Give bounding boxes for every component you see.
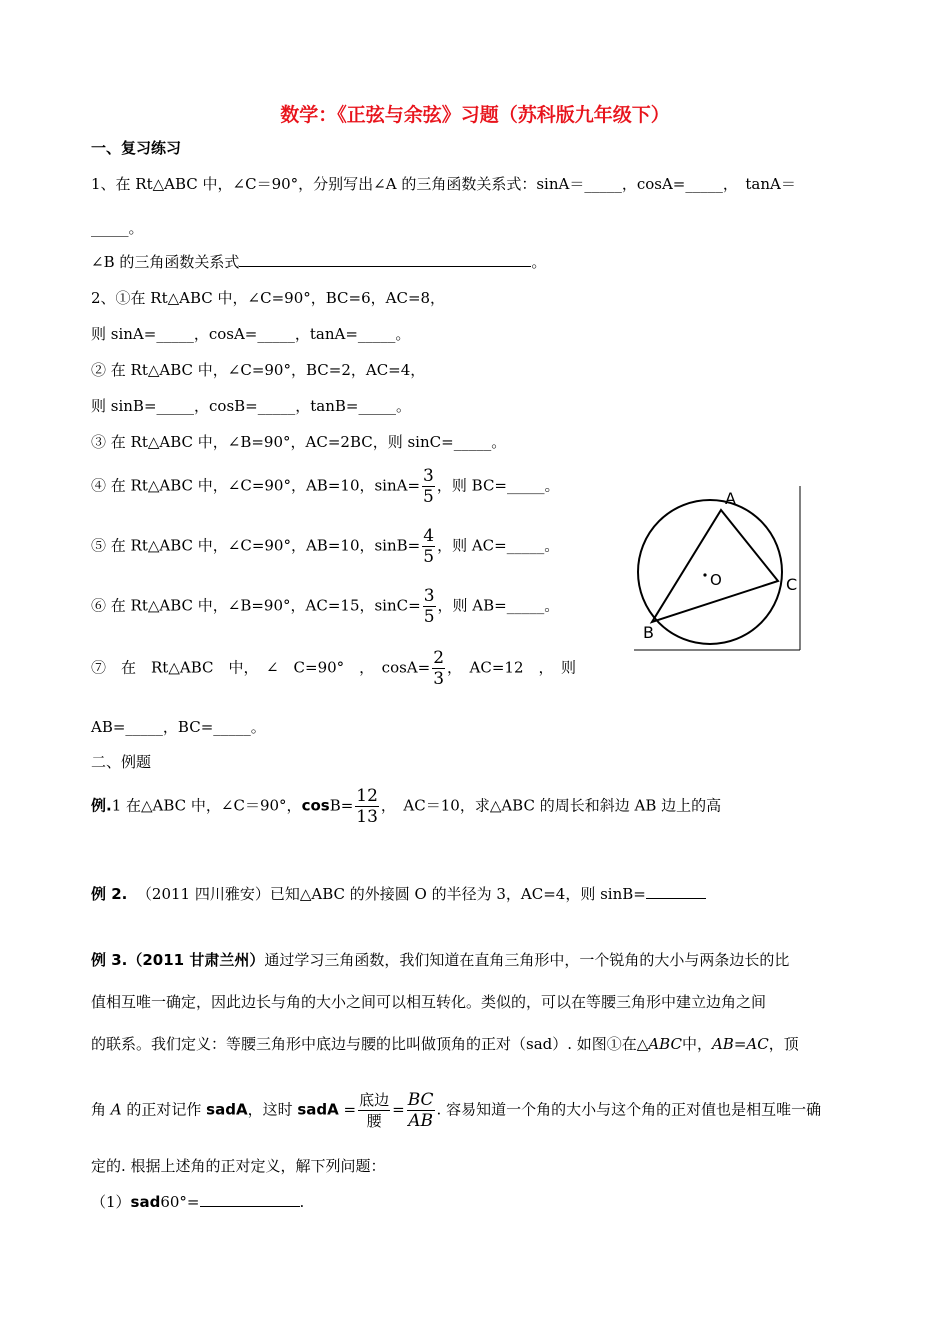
fraction-numerator: 2 <box>433 648 445 668</box>
q1-line1: 1、在 Rt△ABC 中，∠C＝90°，分别写出∠A 的三角函数关系式：sinA＝_____，cosA=_____， tanA＝ <box>91 175 796 193</box>
q2-d-post: ，则 BC=_____。 <box>436 476 560 495</box>
example-2-label: 例 2. <box>91 885 128 903</box>
fraction <box>407 1090 435 1131</box>
example-1 <box>91 786 721 827</box>
example-3-line3-post: ，顶 <box>768 1035 799 1053</box>
section-1-heading: 一、复习练习 <box>91 139 182 157</box>
example-1-label: 例. <box>91 796 112 815</box>
page-title: 数学：《正弦与余弦》习题（苏科版九年级下） <box>280 104 670 126</box>
example-3-line1 <box>91 950 789 970</box>
vertex-c-label: C <box>786 575 798 594</box>
fraction-denominator: 3 <box>433 669 445 689</box>
q2-a-line1: 2、①在 Rt△ABC 中，∠C=90°，BC=6，AC=8， <box>91 289 446 307</box>
fraction-denominator: AB <box>408 1111 433 1131</box>
example-3-text: 通过学习三角函数，我们知道在直角三角形中，一个锐角的大小与两条边长的比 <box>264 951 790 969</box>
fraction <box>355 786 379 827</box>
q2-b-line1: ② 在 Rt△ABC 中，∠C=90°，BC=2，AC=4， <box>91 361 426 379</box>
text: 60°= <box>160 1193 200 1211</box>
fraction-denominator: 腰 <box>366 1112 382 1130</box>
fraction <box>358 1090 390 1131</box>
text: 的正对记作 <box>121 1100 207 1119</box>
q2-d-pre: ④ 在 Rt△ABC 中，∠C=90°，AB=10，sinA= <box>91 476 421 495</box>
sad-term: sadA <box>206 1100 248 1119</box>
answer-blank[interactable] <box>646 884 706 899</box>
circle-triangle-figure <box>634 486 804 652</box>
fraction-numerator: 3 <box>423 586 435 606</box>
fraction-numerator: BC <box>407 1090 434 1110</box>
q2-f-pre: ⑥ 在 Rt△ABC 中，∠B=90°，AC=15，sinC= <box>91 596 421 615</box>
fraction-numerator: 底边 <box>359 1091 390 1109</box>
vertex-b-label: B <box>643 623 654 642</box>
example-1-pre: 1 在△ABC 中，∠C＝90°， <box>111 796 302 815</box>
q2-e-pre: ⑤ 在 Rt△ABC 中，∠C=90°，AB=10，sinB= <box>91 536 421 555</box>
text: 角 <box>91 1100 111 1119</box>
q2-e-post: ，则 AC=_____。 <box>437 536 560 555</box>
example-3-line5: 定的. 根据上述角的正对定义，解下列问题： <box>91 1157 386 1175</box>
q2-a-line2: 则 sinA=_____，cosA=_____，tanA=_____。 <box>91 325 411 343</box>
equal-sides: AB=AC <box>711 1035 769 1053</box>
q1-line3-text: ∠B 的三角函数关系式 <box>91 253 240 271</box>
fraction <box>422 466 435 507</box>
q1-line3-end: 。 <box>531 253 547 271</box>
q2-c: ③ 在 Rt△ABC 中，∠B=90°，AC=2BC，则 sinC=_____。 <box>91 433 507 451</box>
fraction-denominator: 5 <box>423 607 435 627</box>
q2-g-post: ， AC=12 ， 则 <box>447 658 576 677</box>
example-1-post: ， AC＝10，求△ABC 的周长和斜边 AB 边上的高 <box>380 796 722 815</box>
text: . <box>299 1193 305 1211</box>
example-3-line3-mid: 中， <box>681 1035 712 1053</box>
fraction-denominator: 5 <box>423 547 435 567</box>
q2-d <box>91 466 560 507</box>
q1-line3 <box>91 252 546 272</box>
q1-line2: _____。 <box>91 219 144 237</box>
q2-e <box>91 526 559 567</box>
example-2-text: 已知△ABC 的外接圆 O 的半径为 3，AC=4，则 sinB= <box>269 885 646 903</box>
example-3-line2: 值相互唯一确定，因此边长与角的大小之间可以相互转化。类似的，可以在等腰三角形中建立边角之间 <box>91 993 767 1011</box>
equals: = <box>392 1100 405 1119</box>
answer-blank[interactable] <box>239 252 531 267</box>
fraction-denominator: 5 <box>423 487 434 507</box>
triangle-name: ABC <box>648 1035 682 1053</box>
text: . 容易知道一个角的大小与这个角的正对值也是相互唯一确 <box>436 1100 822 1119</box>
example-3-q1 <box>91 1192 304 1212</box>
fraction-denominator: 13 <box>356 807 378 827</box>
example-3-source: （2011 甘肃兰州） <box>127 951 265 969</box>
b-eq: B= <box>329 796 354 815</box>
example-3-line3 <box>91 1034 799 1054</box>
text: ，这时 <box>247 1100 298 1119</box>
answer-blank[interactable] <box>200 1192 300 1207</box>
example-2 <box>91 884 706 904</box>
sad-term: sadA <box>297 1100 339 1119</box>
example-2-source: （2011 四川雅安） <box>136 885 270 903</box>
fraction-numerator: 12 <box>356 786 378 806</box>
section-2-heading: 二、例题 <box>91 753 152 771</box>
vertex-a-label: A <box>725 489 736 508</box>
fraction <box>423 586 436 627</box>
q2-g-line2: AB=_____，BC=_____。 <box>91 718 266 736</box>
fraction-numerator: 4 <box>423 526 435 546</box>
center-point <box>703 573 706 576</box>
example-3-line4 <box>91 1090 821 1131</box>
q2-f-post: ，则 AB=_____。 <box>437 596 560 615</box>
example-3-label: 例 3. <box>91 951 128 969</box>
q2-g-pre: ⑦ 在 Rt△ABC 中， ∠ C=90° ， cosA= <box>91 658 431 677</box>
fraction-numerator: 3 <box>423 466 434 486</box>
fraction <box>422 526 435 567</box>
q2-g <box>91 648 576 689</box>
example-3-line3-pre: 的联系。我们定义：等腰三角形中底边与腰的比叫做顶角的正对（sad）. 如图①在△ <box>91 1035 649 1053</box>
q2-b-line2: 则 sinB=_____，cosB=_____，tanB=_____。 <box>91 397 411 415</box>
sad-term: sad <box>130 1193 161 1211</box>
q2-f <box>91 586 559 627</box>
equals: = <box>338 1100 357 1119</box>
fraction <box>432 648 445 689</box>
triangle-abc <box>652 510 778 622</box>
text: （1） <box>91 1193 131 1211</box>
center-o-label: O <box>710 571 722 589</box>
cos-text: cos <box>301 796 330 815</box>
angle-a: A <box>110 1100 122 1119</box>
